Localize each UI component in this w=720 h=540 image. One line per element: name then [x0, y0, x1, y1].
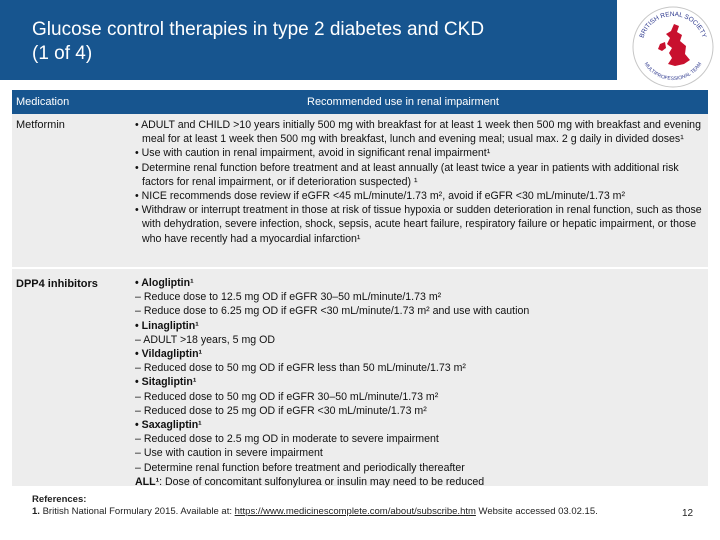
- metformin-line-4: • NICE recommends dose review if eGFR <45 mL/minute/1.73 m², avoid if eGFR <30 mL/minute/1.73 m²: [135, 190, 626, 203]
- metformin-line-5: • Withdraw or interrupt treatment in those at risk of tissue hypoxia or sudden deterioration in renal function, such as those with dehydration, severe infection, shock, sepsis, acute heart failure, respiratory failure or hepatic impairment, or those who have recently had a myocardial infarction¹: [135, 204, 702, 245]
- metformin-line-3: • Determine renal function before treatment and at least annually (at least twice a year in patients with additional risk factors for renal impairment, or if deterioration suspected) ¹: [135, 161, 679, 188]
- slide-title: [32, 18, 602, 66]
- dpp4-line-2: – Reduce dose to 12.5 mg OD if eGFR 30–50 mL/minute/1.73 m²: [135, 291, 442, 304]
- logo-text-top: BRITISH RENAL SOCIETY: [638, 10, 708, 39]
- reference-link[interactable]: https://www.medicinescomplete.com/about/subscribe.htm: [234, 505, 476, 517]
- dpp4-saxagliptin: • Saxagliptin¹: [135, 419, 202, 432]
- references: [32, 494, 652, 517]
- logo-text-bottom: MULTIPROFESSIONAL TEAM: [642, 61, 704, 83]
- dpp4-vildagliptin: • Vildagliptin¹: [135, 348, 203, 361]
- dpp4-recommendations: [135, 276, 703, 489]
- table-header: [12, 90, 708, 114]
- dpp4-line-13: – Use with caution in severe impairment: [135, 447, 323, 460]
- dpp4-sitagliptin: • Sitagliptin¹: [135, 376, 197, 389]
- metformin-recommendations: [135, 118, 703, 246]
- dpp4-line-3: – Reduce dose to 6.25 mg OD if eGFR <30 mL/minute/1.73 m² and use with caution: [135, 305, 530, 318]
- dpp4-all-note: ALL¹: Dose of concomitant sulfonylurea or insulin may need to be reduced: [135, 475, 485, 488]
- row-label-metformin: Metformin: [16, 119, 65, 131]
- reference-1: 1. British National Formulary 2015. Available at: https://www.medicinescomplete.com/about/subscribe.htm Website accessed 03.02.15.: [32, 505, 598, 517]
- page-number: 12: [682, 508, 694, 519]
- therapy-table: [12, 90, 708, 486]
- header-medication: Medication: [16, 96, 70, 108]
- metformin-line-1: • ADULT and CHILD >10 years initially 500 mg with breakfast for at least 1 week then 500 mg with breakfast and evening meal for at least 1 week then 500 mg with breakfast, lunch and evening meal; usual max. 2 g daily in divided doses¹: [135, 119, 701, 146]
- dpp4-line-10: – Reduced dose to 25 mg OD if eGFR <30 mL/minute/1.73 m²: [135, 404, 427, 417]
- header-recommended-use: Recommended use in renal impairment: [307, 96, 499, 108]
- british-renal-society-logo: [630, 4, 716, 90]
- dpp4-line-7: – Reduced dose to 50 mg OD if eGFR less than 50 mL/minute/1.73 m²: [135, 362, 466, 375]
- dpp4-alogliptin: • Alogliptin¹: [135, 277, 194, 289]
- row-label-dpp4: DPP4 inhibitors: [16, 278, 98, 290]
- references-heading: References:: [32, 494, 87, 505]
- metformin-line-2: • Use with caution in renal impairment, avoid in significant renal impairment¹: [135, 147, 491, 160]
- dpp4-line-5: – ADULT >18 years, 5 mg OD: [135, 333, 276, 346]
- dpp4-line-14: – Determine renal function before treatment and periodically thereafter: [135, 461, 465, 474]
- row-separator: [12, 267, 708, 269]
- dpp4-linagliptin: • Linagliptin¹: [135, 319, 199, 332]
- dpp4-line-12: – Reduced dose to 2.5 mg OD in moderate to severe impairment: [135, 433, 439, 446]
- title-line-2: (1 of 4): [32, 43, 93, 64]
- title-bar: [0, 0, 617, 80]
- title-line-1: Glucose control therapies in type 2 diabetes and CKD: [32, 19, 485, 40]
- dpp4-line-9: – Reduced dose to 50 mg OD if eGFR 30–50 mL/minute/1.73 m²: [135, 390, 439, 403]
